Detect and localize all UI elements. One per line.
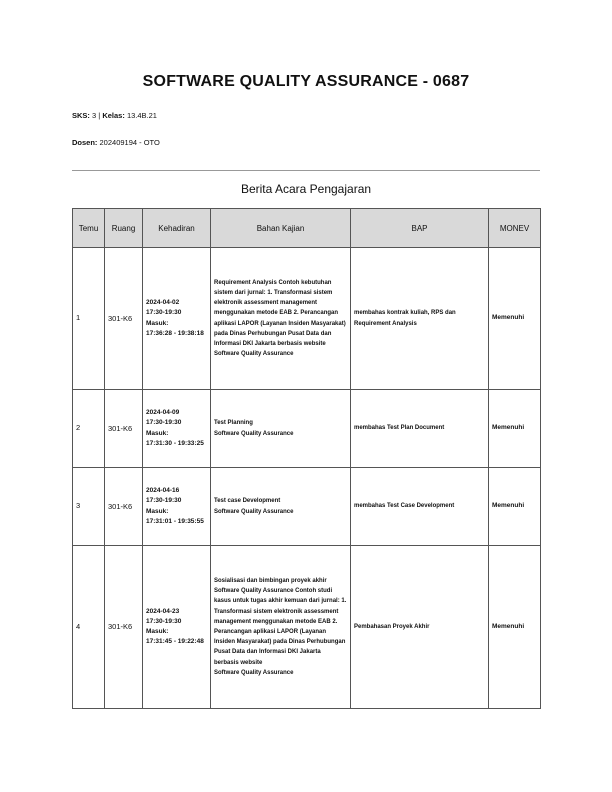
divider: [72, 170, 540, 171]
course-meta: [72, 111, 157, 120]
attendance-date: 2024-04-02: [146, 299, 180, 307]
course-title: SOFTWARE QUALITY ASSURANCE - 0687: [142, 73, 470, 90]
attendance-time: 17:30-19:30: [146, 309, 182, 317]
cell-kehadiran: [143, 546, 211, 709]
attendance-time: 17:30-19:30: [146, 419, 182, 427]
cell-kehadiran: [143, 248, 211, 390]
cell-monev: Memenuhi: [489, 248, 541, 390]
table-row: [73, 390, 541, 468]
table-row: [73, 468, 541, 546]
cell-temu: 2: [73, 390, 105, 468]
section-title: Berita Acara Pengajaran: [240, 182, 372, 196]
cell-bahan-kajian: Sosialisasi dan bimbingan proyek akhir Software Quality Assurance Contoh studi kasus untuk tugas akhir kemuan dari jurnal: 1. Transformasi sistem elektronik assessment management menggunakan metode EAB 2. Perancangan aplikasi LAPOR (Layanan Insiden Masyarakat) pada Dinas Perhubungan Pusat Data dan Informasi DKI Jakarta berbasis website Software Quality Assurance: [211, 546, 351, 709]
cell-bap: membahas Test Plan Document: [351, 390, 489, 468]
table-row: [73, 248, 541, 390]
cell-ruang: 301-K6: [105, 546, 143, 709]
attendance-date: 2024-04-09: [146, 409, 180, 417]
attendance-time: 17:30-19:30: [146, 617, 182, 625]
cell-kehadiran: [143, 468, 211, 546]
attendance-time: 17:30-19:30: [146, 497, 182, 505]
attendance-masuk-label: Masuk:: [146, 429, 169, 437]
table-row: [73, 546, 541, 709]
column-header-bahan-kajian: Bahan Kajian: [211, 209, 351, 248]
cell-bap: Pembahasan Proyek Akhir: [351, 546, 489, 709]
sks-label: SKS:: [72, 111, 90, 120]
cell-monev: Memenuhi: [489, 546, 541, 709]
cell-bahan-kajian: Test case Development Software Quality Assurance: [211, 468, 351, 546]
attendance-masuk-label: Masuk:: [146, 319, 169, 327]
attendance-date: 2024-04-23: [146, 607, 180, 615]
column-header-bap: BAP: [351, 209, 489, 248]
lecturer-meta: [72, 138, 160, 147]
attendance-masuk: 17:31:45 - 19:22:48: [146, 638, 204, 646]
cell-bahan-kajian: Test Planning Software Quality Assurance: [211, 390, 351, 468]
cell-ruang: 301-K6: [105, 390, 143, 468]
cell-kehadiran: [143, 390, 211, 468]
attendance-date: 2024-04-16: [146, 487, 180, 495]
cell-ruang: 301-K6: [105, 248, 143, 390]
dosen-value: 202409194 - OTO: [99, 138, 160, 147]
cell-monev: Memenuhi: [489, 468, 541, 546]
cell-temu: 4: [73, 546, 105, 709]
sks-value: 3: [92, 111, 97, 120]
dosen-label: Dosen:: [72, 138, 98, 147]
attendance-masuk: 17:31:01 - 19:35:55: [146, 517, 204, 525]
attendance-masuk-label: Masuk:: [146, 628, 169, 635]
kelas-label: Kelas:: [102, 111, 125, 120]
cell-ruang: 301-K6: [105, 468, 143, 546]
column-header-monev: MONEV: [489, 209, 541, 248]
cell-bap: membahas Test Case Development: [351, 468, 489, 546]
attendance-masuk-label: Masuk:: [146, 507, 169, 515]
attendance-masuk: 17:31:30 - 19:33:25: [146, 439, 204, 447]
meta-separator: |: [98, 111, 101, 120]
attendance-masuk: 17:36:28 - 19:38:18: [146, 329, 204, 337]
cell-temu: 1: [73, 248, 105, 390]
cell-bap: membahas kontrak kuliah, RPS dan Requirement Analysis: [351, 248, 489, 390]
cell-bahan-kajian: Requirement Analysis Contoh kebutuhan sistem dari jurnal: 1. Transformasi sistem elektronik assessment management menggunakan metode EAB 2. Perancangan aplikasi LAPOR (Layanan Insiden Masyarakat) pada Dinas Perhubungan Pusat Data dan Informasi DKI Jakarta berbasis website Software Quality Assurance: [211, 248, 351, 390]
bap-table: [72, 208, 541, 709]
cell-temu: 3: [73, 468, 105, 546]
column-header-temu: Temu: [73, 209, 105, 248]
column-header-ruang: Ruang: [105, 209, 143, 248]
column-header-kehadiran: Kehadiran: [143, 209, 211, 248]
kelas-value: 13.4B.21: [126, 111, 157, 120]
table-header-row: [73, 209, 541, 248]
cell-monev: Memenuhi: [489, 390, 541, 468]
